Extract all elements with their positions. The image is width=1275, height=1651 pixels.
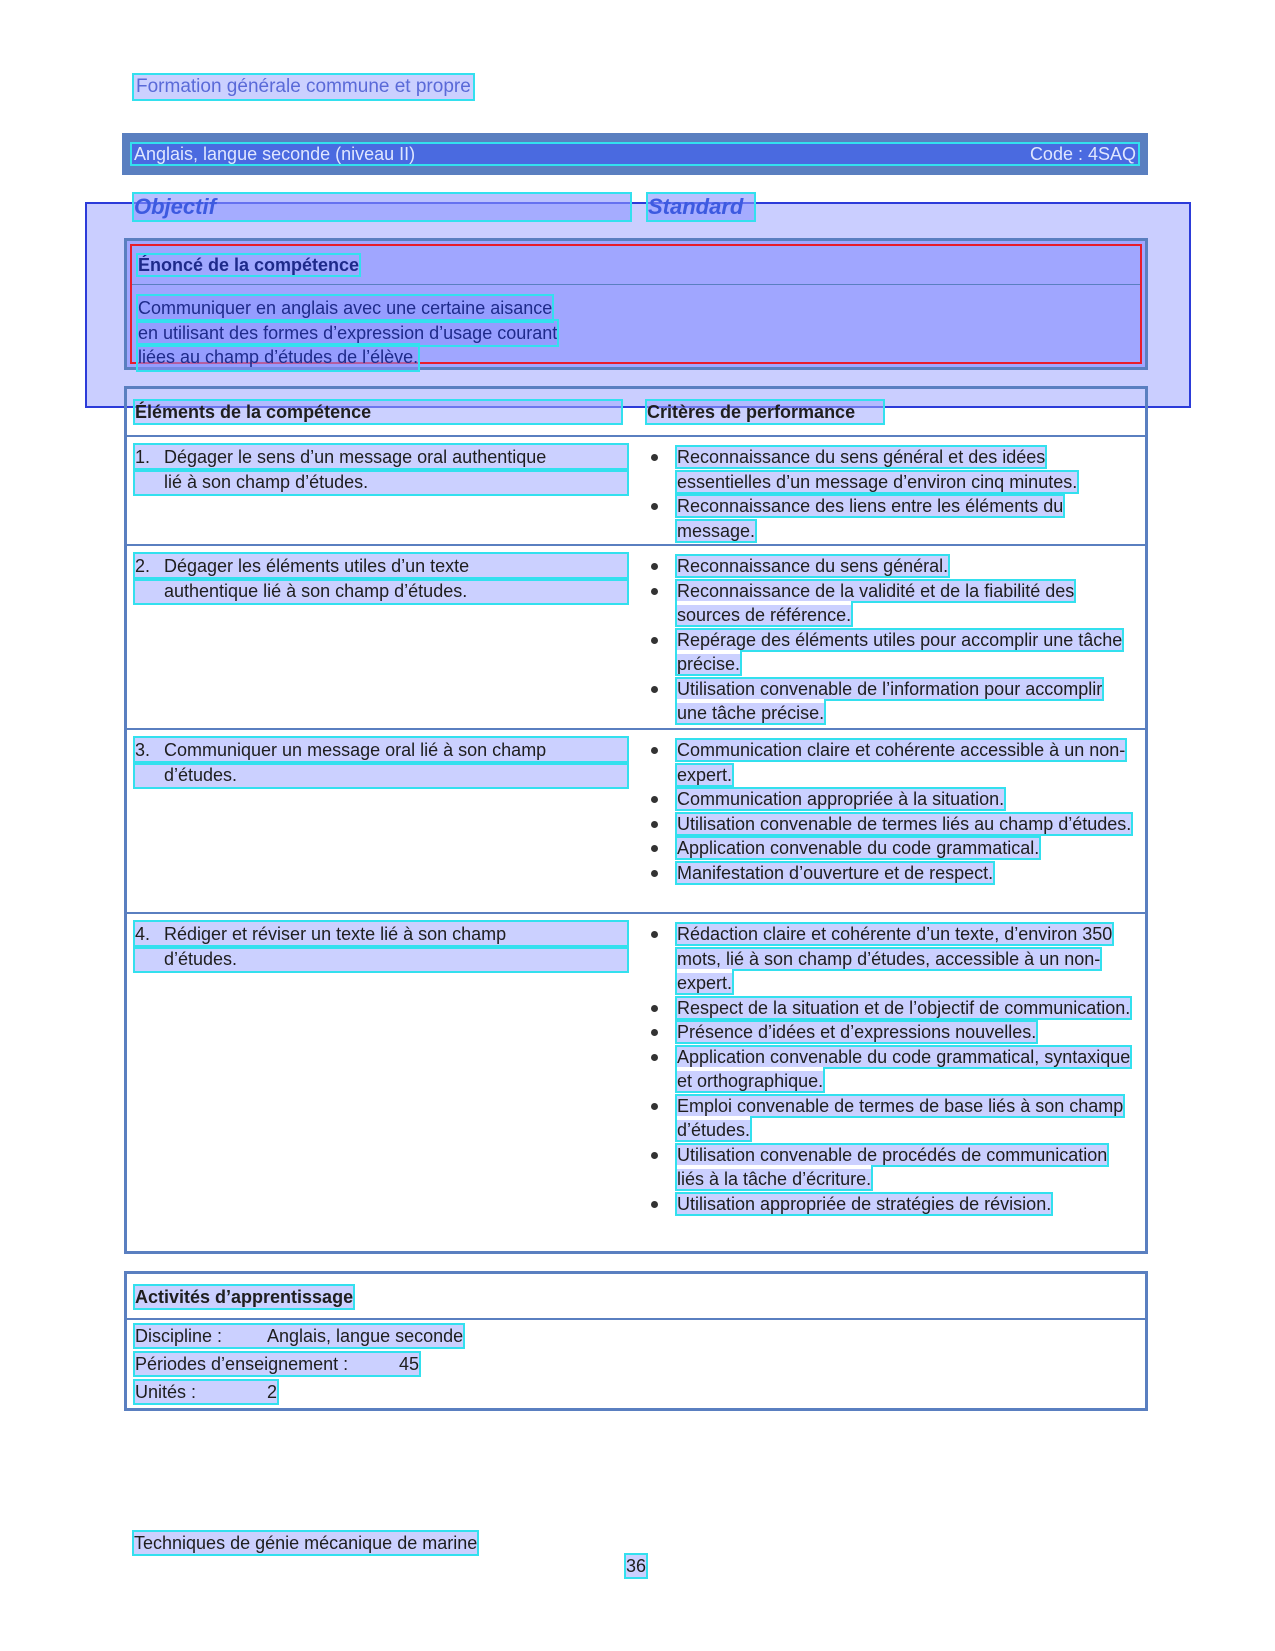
element-line: authentique lié à son champ d’études. — [135, 579, 627, 604]
course-title-bar — [122, 133, 1148, 175]
criterion-item: Communication claire et cohérente accessible à un non-expert. — [647, 738, 1135, 787]
criterion-item: Application convenable du code grammatical. — [647, 836, 1135, 861]
competency-text-line: Communiquer en anglais avec une certaine aisance — [138, 296, 552, 321]
criterion-item: Présence d’idées et d’expressions nouvelles. — [647, 1020, 1135, 1045]
footer-program-name: Techniques de génie mécanique de marine — [134, 1533, 478, 1553]
learning-activities-box — [124, 1271, 1148, 1411]
standard-label: Standard — [648, 194, 754, 220]
element-line: lié à son champ d’études. — [135, 470, 627, 495]
element-number: 3. — [135, 740, 151, 760]
discipline-value: Anglais, langue seconde — [267, 1326, 464, 1346]
criterion-item: Manifestation d’ouverture et de respect. — [647, 861, 1135, 886]
criterion-item: Reconnaissance des liens entre les éléments du message. — [647, 494, 1135, 543]
discipline-label: Discipline : — [135, 1326, 223, 1346]
course-code: Code : 4SAQ — [1029, 144, 1136, 164]
element-line: d’études. — [135, 763, 627, 788]
document-section-heading: Formation générale commune et propre — [136, 76, 471, 97]
criterion-item: Repérage des éléments utiles pour accomplir une tâche précise. — [647, 628, 1135, 677]
units-label: Unités : — [135, 1382, 197, 1402]
criterion-item: Utilisation convenable de termes liés au champ d’études. — [647, 812, 1135, 837]
elements-table-header — [127, 389, 1145, 437]
competency-title: Énoncé de la compétence — [138, 255, 360, 275]
element-row — [127, 435, 1145, 546]
element-number: 4. — [135, 924, 151, 944]
element-line: 2. Dégager les éléments utiles d’un texte — [135, 554, 627, 579]
criterion-item: Emploi convenable de termes de base liés à son champ d’études. — [647, 1094, 1135, 1143]
criterion-item: Communication appropriée à la situation. — [647, 787, 1135, 812]
course-title: Anglais, langue seconde (niveau II) — [134, 144, 416, 164]
element-number: 2. — [135, 556, 151, 576]
element-description — [135, 445, 627, 494]
element-row — [127, 544, 1145, 730]
element-row — [127, 912, 1145, 1251]
criterion-item: Reconnaissance de la validité et de la fiabilité des sources de référence. — [647, 579, 1135, 628]
learning-activities-header — [127, 1274, 1145, 1320]
criteria-list — [647, 445, 1135, 543]
elements-column-header: Éléments de la compétence — [135, 401, 621, 423]
competency-statement-box — [124, 238, 1148, 370]
competency-text — [138, 296, 557, 370]
units-line — [135, 1381, 277, 1403]
element-line: 1. Dégager le sens d’un message oral authentique — [135, 445, 627, 470]
element-number: 1. — [135, 447, 151, 467]
periods-label: Périodes d’enseignement : — [135, 1354, 349, 1374]
criterion-item: Reconnaissance du sens général et des idées essentielles d’un message d’environ cinq minutes. — [647, 445, 1135, 494]
criterion-item: Rédaction claire et cohérente d’un texte, d’environ 350 mots, lié à son champ d’études, accessible à un non-expert. — [647, 922, 1135, 996]
discipline-line — [135, 1325, 463, 1347]
criterion-item: Utilisation convenable de l’information pour accomplir une tâche précise. — [647, 677, 1135, 726]
competency-text-line: en utilisant des formes d’expression d’usage courant — [138, 321, 557, 346]
competency-statement-frame — [130, 244, 1142, 367]
criterion-item: Respect de la situation et de l’objectif de communication. — [647, 996, 1135, 1021]
criterion-item: Utilisation appropriée de stratégies de révision. — [647, 1192, 1135, 1217]
element-description — [135, 554, 627, 603]
learning-activities-title: Activités d’apprentissage — [135, 1287, 354, 1307]
units-value: 2 — [267, 1382, 278, 1402]
criteria-column-header: Critères de performance — [647, 401, 883, 423]
element-line: d’études. — [135, 947, 627, 972]
element-description — [135, 738, 627, 787]
competency-title-row — [132, 246, 1140, 285]
criterion-item: Utilisation convenable de procédés de communication liés à la tâche d’écriture. — [647, 1143, 1135, 1192]
periods-line — [135, 1353, 419, 1375]
objective-label: Objectif — [134, 194, 630, 220]
element-row — [127, 728, 1145, 914]
criteria-list — [647, 554, 1135, 726]
periods-value: 45 — [399, 1354, 420, 1374]
element-line: 4. Rédiger et réviser un texte lié à son champ — [135, 922, 627, 947]
competency-text-line: liées au champ d’études de l’élève. — [138, 345, 418, 370]
page-number: 36 — [626, 1556, 647, 1576]
criterion-item: Application convenable du code grammatical, syntaxique et orthographique. — [647, 1045, 1135, 1094]
criteria-list — [647, 738, 1135, 885]
elements-table — [124, 386, 1148, 1254]
criterion-item: Reconnaissance du sens général. — [647, 554, 1135, 579]
element-line: 3. Communiquer un message oral lié à son champ — [135, 738, 627, 763]
criteria-list — [647, 922, 1135, 1216]
element-description — [135, 922, 627, 971]
